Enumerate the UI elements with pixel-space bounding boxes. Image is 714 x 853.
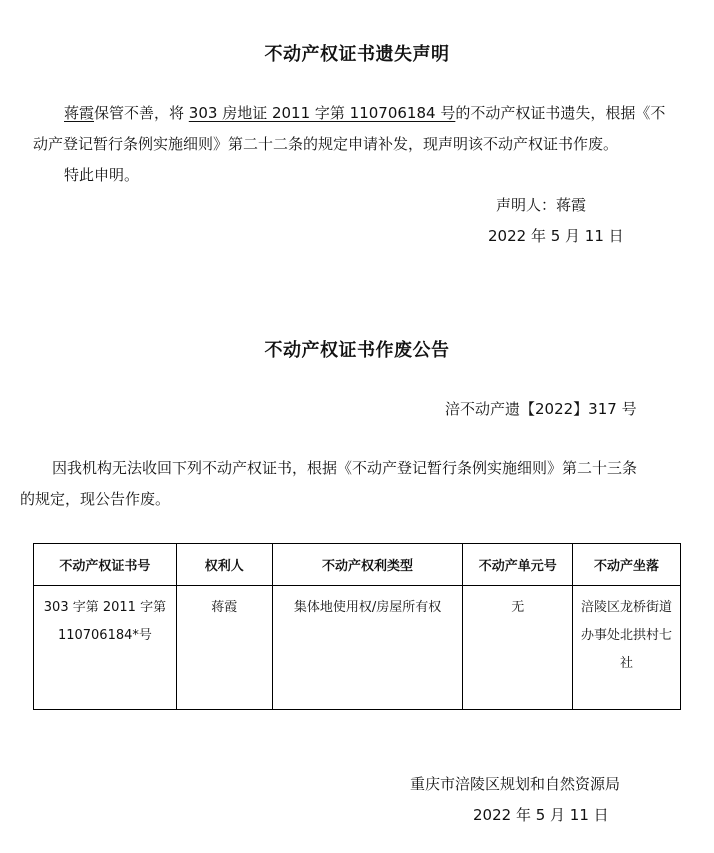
notice-title-lost: 不动产权证书遗失声明 — [264, 44, 450, 65]
paragraph-text: 的不动产权证书遗失，根据《不 — [455, 104, 666, 122]
holder-name: 蒋霞 — [64, 104, 95, 122]
announcement-line-2: 的规定，现公告作废。 — [20, 490, 171, 508]
cell-cert-no: 303 字第 2011 字第 110706184*号 — [34, 586, 177, 710]
announcement-date: 2022 年 5 月 11 日 — [473, 806, 609, 824]
notice-paragraph-line-2: 动产登记暂行条例实施细则》第二十二条的规定申请补发，现声明该不动产权证书作废。 — [33, 135, 619, 153]
issuing-authority: 重庆市涪陵区规划和自然资源局 — [410, 775, 621, 793]
header-owner: 权利人 — [176, 544, 272, 586]
cell-location: 涪陵区龙桥街道办事处北拱村七社 — [573, 586, 681, 710]
cell-unit-no: 无 — [463, 586, 573, 710]
announcement-line-1: 因我机构无法收回下列不动产权证书，根据《不动产登记暂行条例实施细则》第二十三条 — [52, 459, 638, 477]
cell-right-type: 集体地使用权/房屋所有权 — [272, 586, 463, 710]
notice-paragraph-line-1 — [64, 98, 704, 128]
notice-date: 2022 年 5 月 11 日 — [488, 227, 624, 245]
header-location: 不动产坐落 — [573, 544, 681, 586]
header-cert-no: 不动产权证书号 — [34, 544, 177, 586]
notice-title-void: 不动产权证书作废公告 — [264, 340, 450, 361]
notice-closing: 特此申明。 — [64, 166, 140, 184]
document-number: 涪不动产遗【2022】317 号 — [445, 400, 637, 418]
declarant: 声明人：蒋霞 — [496, 196, 587, 214]
header-right-type: 不动产权利类型 — [272, 544, 463, 586]
certificate-reference: 303 房地证 2011 字第 110706184 号 — [188, 104, 456, 122]
header-unit-no: 不动产单元号 — [463, 544, 573, 586]
certificate-table — [33, 543, 681, 710]
table-row — [34, 586, 681, 710]
table-header-row — [34, 544, 681, 586]
cell-owner: 蒋霞 — [176, 586, 272, 710]
paragraph-text: 保管不善，将 — [94, 104, 189, 122]
